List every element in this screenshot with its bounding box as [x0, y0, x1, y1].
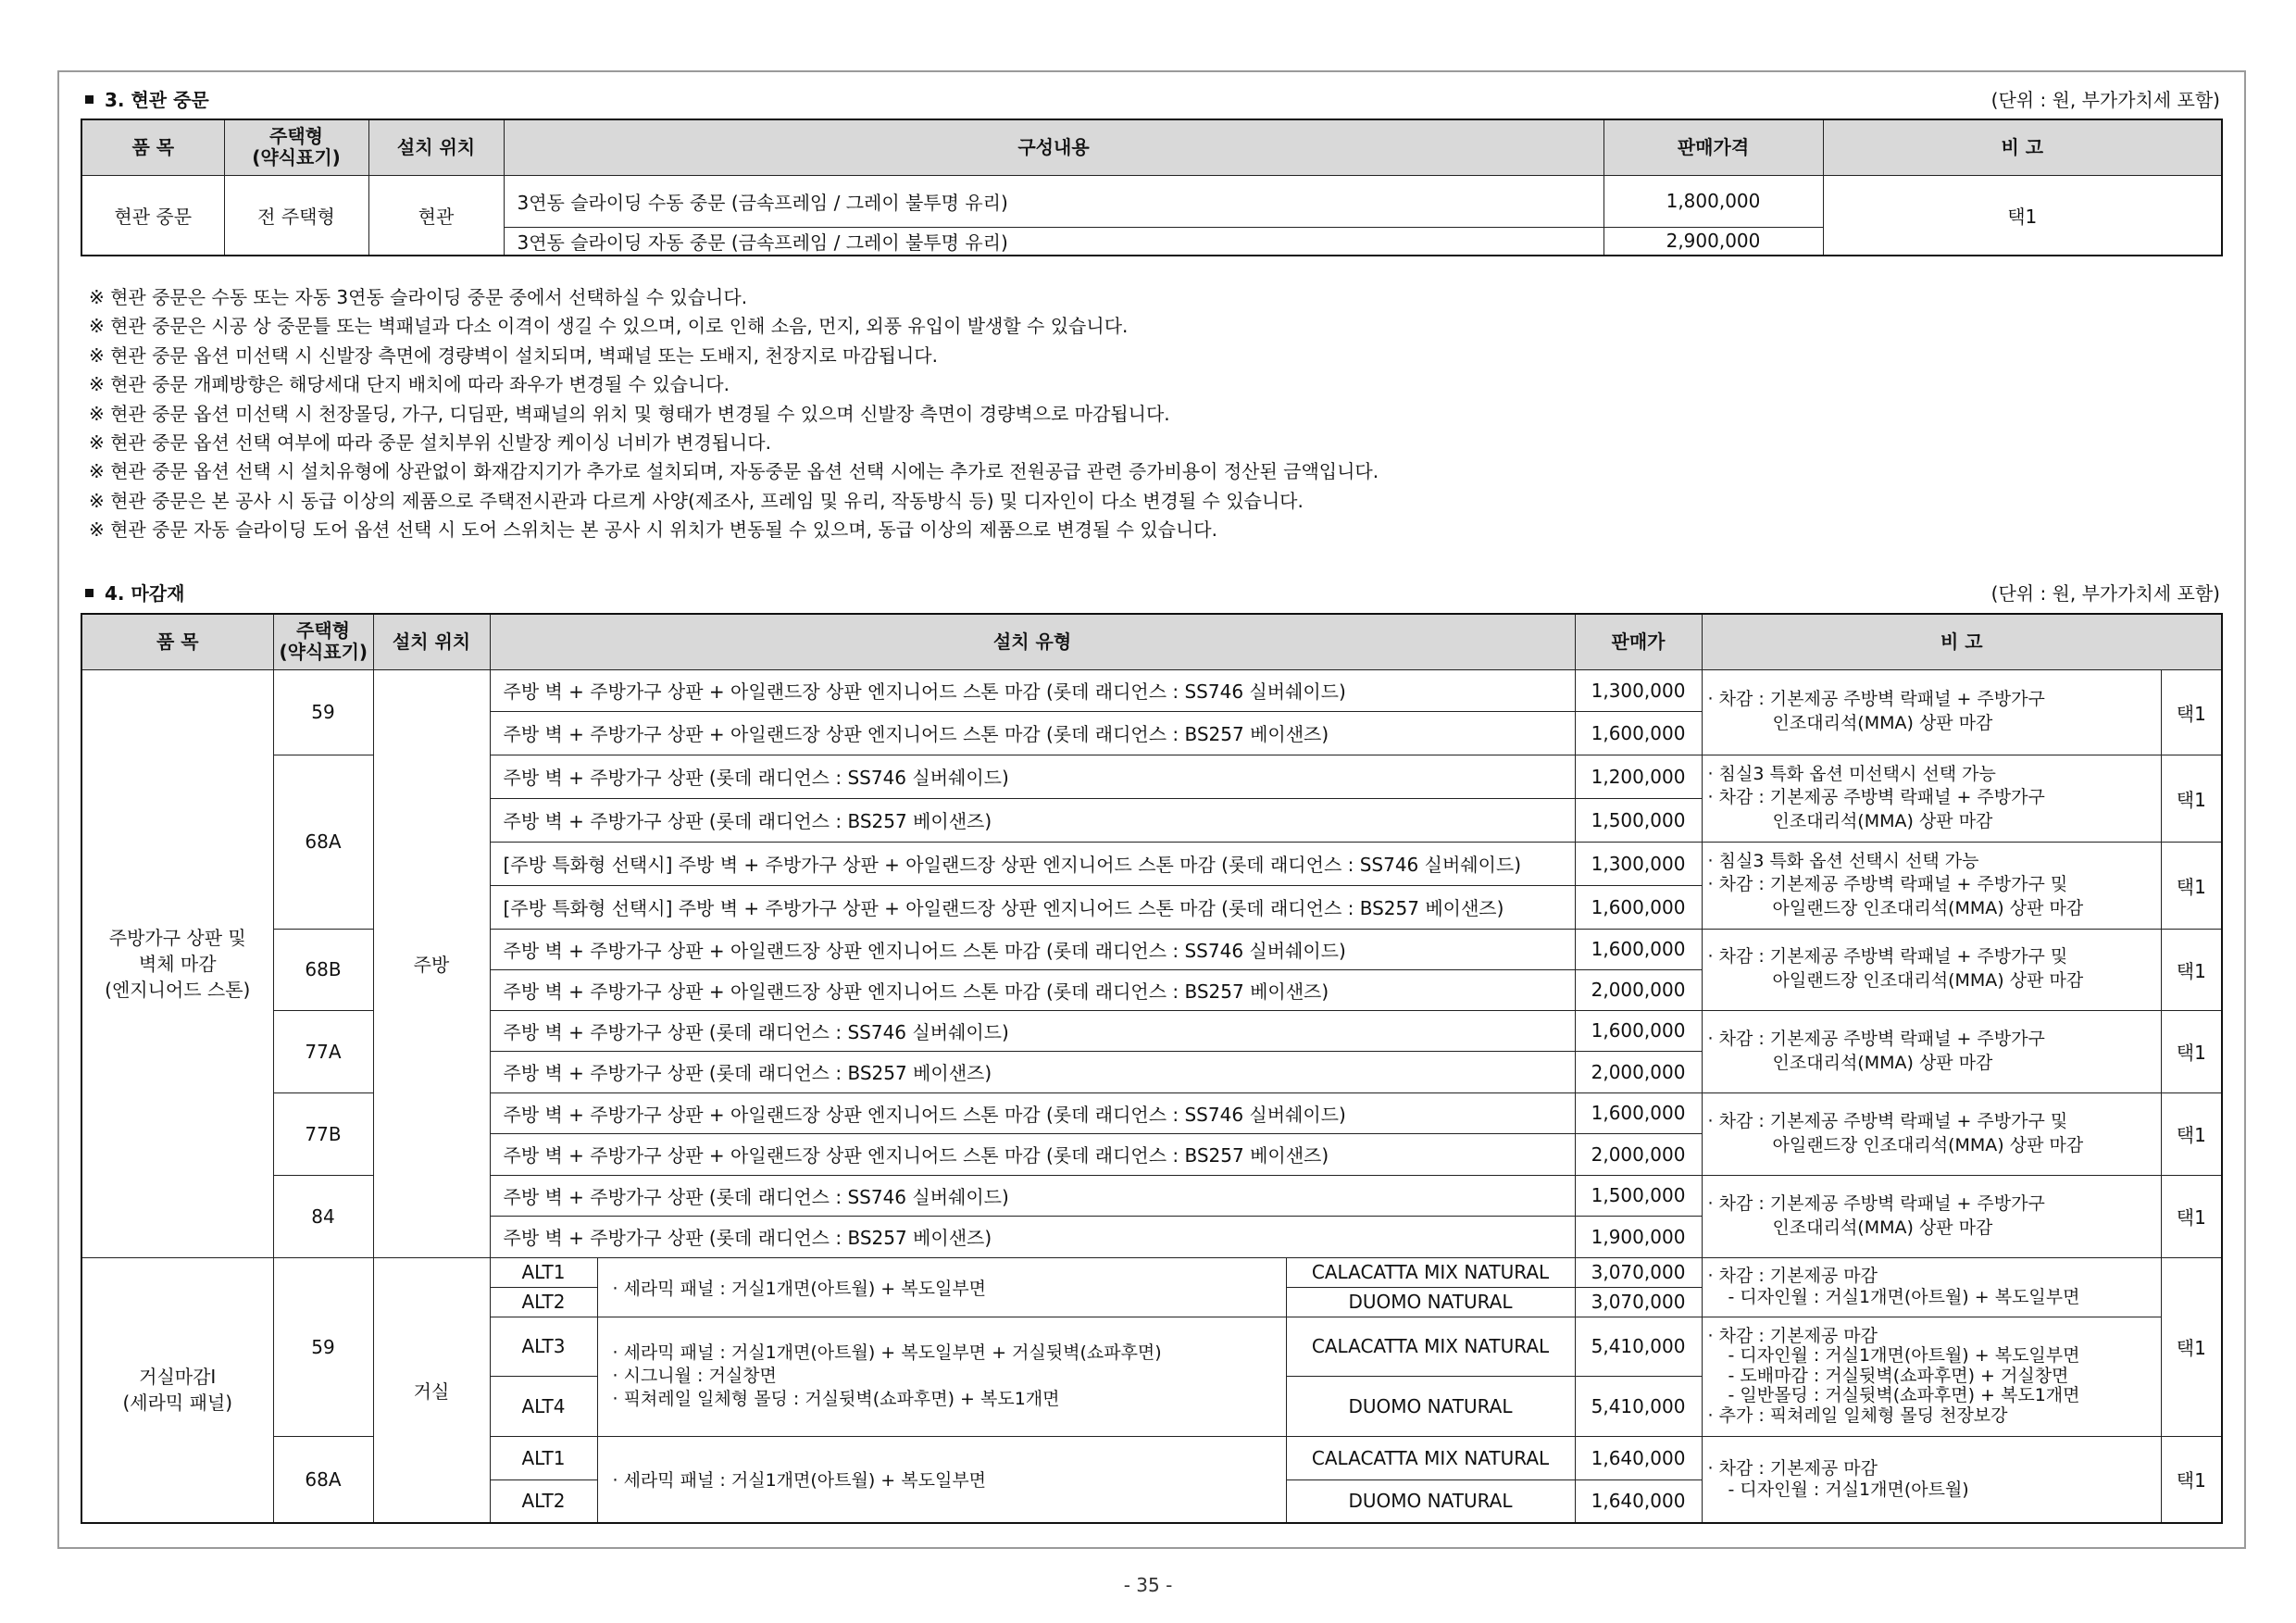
cell-price: 1,600,000	[1575, 929, 1702, 969]
cell-type: 77B	[273, 1092, 373, 1175]
cell-material: DUOMO NATURAL	[1286, 1287, 1575, 1317]
cell-type: 84	[273, 1175, 373, 1257]
cell-desc: · 세라믹 패널 : 거실1개면(아트월) + 복도일부면	[597, 1257, 1286, 1317]
cell-price: 1,600,000	[1575, 885, 1702, 929]
cell-content: 3연동 슬라이딩 자동 중문 (금속프레임 / 그레이 불투명 유리)	[504, 227, 1603, 256]
note-line: ※ 현관 중문은 본 공사 시 동급 이상의 제품으로 주택전시관과 다르게 사양(제조사, 프레임 및 유리, 작동방식 등) 및 디자인이 다소 변경될 수 있습니다.	[89, 489, 1304, 512]
cell-content: 3연동 슬라이딩 수동 중문 (금속프레임 / 그레이 불투명 유리)	[504, 175, 1603, 227]
cell-alt: ALT2	[490, 1479, 597, 1523]
cell-type: 68A	[273, 755, 373, 929]
cell-location: 현관	[368, 175, 504, 256]
cell-price: 1,600,000	[1575, 1010, 1702, 1051]
bullet-square-icon	[85, 589, 94, 597]
cell-price: 5,410,000	[1575, 1317, 1702, 1376]
section3-unit: (단위 : 원, 부가가치세 포함)	[1990, 89, 2220, 111]
cell-desc: 주방 벽 + 주방가구 상판 (롯데 래디언스 : BS257 베이샌즈)	[490, 1051, 1575, 1092]
cell-material: CALACATTA MIX NATURAL	[1286, 1257, 1575, 1287]
cell-alt: ALT1	[490, 1257, 597, 1287]
cell-desc: 주방 벽 + 주방가구 상판 + 아일랜드장 상판 엔지니어드 스톤 마감 (롯데 래디언스 : SS746 실버쉐이드)	[490, 669, 1575, 711]
cell-choice: 택1	[2161, 1010, 2222, 1092]
cell-price: 1,200,000	[1575, 755, 1702, 798]
note-line: ※ 현관 중문 개폐방향은 해당세대 단지 배치에 따라 좌우가 변경될 수 있습니다.	[89, 373, 730, 396]
cell-choice: 택1	[2161, 1257, 2222, 1436]
cell-desc: 주방 벽 + 주방가구 상판 (롯데 래디언스 : SS746 실버쉐이드)	[490, 755, 1575, 798]
header-install: 설치 유형	[490, 614, 1575, 669]
cell-choice: 택1	[2161, 929, 2222, 1010]
cell-choice: 택1	[2161, 755, 2222, 842]
cell-alt: ALT1	[490, 1436, 597, 1479]
cell-desc: [주방 특화형 선택시] 주방 벽 + 주방가구 상판 + 아일랜드장 상판 엔지니어드 스톤 마감 (롯데 래디언스 : BS257 베이샌즈)	[490, 885, 1575, 929]
cell-price: 1,300,000	[1575, 842, 1702, 885]
cell-price: 1,600,000	[1575, 1092, 1702, 1133]
cell-remark: · 차감 : 기본제공 주방벽 락패널 + 주방가구 및 아일랜드장 인조대리석(MMA) 상판 마감	[1702, 929, 2161, 1010]
cell-alt: ALT3	[490, 1317, 597, 1376]
cell-desc: 주방 벽 + 주방가구 상판 + 아일랜드장 상판 엔지니어드 스톤 마감 (롯데 래디언스 : BS257 베이샌즈)	[490, 969, 1575, 1010]
cell-type: 전 주택형	[224, 175, 368, 256]
cell-type: 59	[273, 669, 373, 755]
section4-unit: (단위 : 원, 부가가치세 포함)	[1990, 582, 2220, 605]
cell-desc: · 세라믹 패널 : 거실1개면(아트월) + 복도일부면	[597, 1436, 1286, 1523]
cell-desc: 주방 벽 + 주방가구 상판 + 아일랜드장 상판 엔지니어드 스톤 마감 (롯데 래디언스 : SS746 실버쉐이드)	[490, 1092, 1575, 1133]
note-line: ※ 현관 중문 옵션 미선택 시 천장몰딩, 가구, 디딤판, 벽패널의 위치 및 형태가 변경될 수 있으며 신발장 측면이 경량벽으로 마감됩니다.	[89, 402, 1170, 425]
note-line: ※ 현관 중문 자동 슬라이딩 도어 옵션 선택 시 도어 스위치는 본 공사 시 위치가 변동될 수 있으며, 동급 이상의 제품으로 변경될 수 있습니다.	[89, 518, 1217, 542]
cell-remark: · 차감 : 기본제공 마감 - 디자인월 : 거실1개면(아트월) + 복도일부면 - 도배마감 : 거실뒷벽(쇼파후면) + 거실창면 - 일반몰딩 : 거실뒷벽(쇼파후면) + 복도1개면 · 추가 : 픽쳐레일 일체형 몰딩 천장보강	[1702, 1317, 2161, 1436]
cell-item: 현관 중문	[81, 175, 224, 256]
cell-desc: 주방 벽 + 주방가구 상판 (롯데 래디언스 : SS746 실버쉐이드)	[490, 1175, 1575, 1216]
cell-type: 77A	[273, 1010, 373, 1092]
cell-price: 1,600,000	[1575, 711, 1702, 755]
cell-desc: 주방 벽 + 주방가구 상판 + 아일랜드장 상판 엔지니어드 스톤 마감 (롯데 래디언스 : BS257 베이샌즈)	[490, 1133, 1575, 1175]
cell-desc: 주방 벽 + 주방가구 상판 (롯데 래디언스 : SS746 실버쉐이드)	[490, 1010, 1575, 1051]
page-number: - 35 -	[1123, 1574, 1173, 1596]
cell-price: 2,000,000	[1575, 969, 1702, 1010]
cell-remark: · 차감 : 기본제공 주방벽 락패널 + 주방가구 및 아일랜드장 인조대리석(MMA) 상판 마감	[1702, 1092, 2161, 1175]
cell-desc: 주방 벽 + 주방가구 상판 (롯데 래디언스 : BS257 베이샌즈)	[490, 1216, 1575, 1257]
cell-choice: 택1	[2161, 1175, 2222, 1257]
cell-remark: 택1	[1823, 175, 2222, 256]
cell-price: 1,500,000	[1575, 1175, 1702, 1216]
cell-desc: 주방 벽 + 주방가구 상판 (롯데 래디언스 : BS257 베이샌즈)	[490, 798, 1575, 842]
cell-remark: · 차감 : 기본제공 주방벽 락패널 + 주방가구 인조대리석(MMA) 상판 마감	[1702, 1010, 2161, 1092]
cell-type: 68B	[273, 929, 373, 1010]
cell-choice: 택1	[2161, 842, 2222, 929]
cell-type: 59	[273, 1257, 373, 1436]
cell-alt: ALT4	[490, 1376, 597, 1436]
cell-remark: · 침실3 특화 옵션 미선택시 선택 가능 · 차감 : 기본제공 주방벽 락패널 + 주방가구 인조대리석(MMA) 상판 마감	[1702, 755, 2161, 842]
cell-material: DUOMO NATURAL	[1286, 1376, 1575, 1436]
cell-material: DUOMO NATURAL	[1286, 1479, 1575, 1523]
note-line: ※ 현관 중문은 시공 상 중문틀 또는 벽패널과 다소 이격이 생길 수 있으며, 이로 인해 소음, 먼지, 외풍 유입이 발생할 수 있습니다.	[89, 315, 1129, 338]
cell-desc: 주방 벽 + 주방가구 상판 + 아일랜드장 상판 엔지니어드 스톤 마감 (롯데 래디언스 : BS257 베이샌즈)	[490, 711, 1575, 755]
note-line: ※ 현관 중문 옵션 선택 여부에 따라 중문 설치부위 신발장 케이싱 너비가 변경됩니다.	[89, 431, 771, 455]
bullet-square-icon	[85, 95, 94, 104]
cell-remark: · 차감 : 기본제공 마감 - 디자인월 : 거실1개면(아트월)	[1702, 1436, 2161, 1523]
cell-price: 3,070,000	[1575, 1287, 1702, 1317]
cell-choice: 택1	[2161, 1436, 2222, 1523]
cell-material: CALACATTA MIX NATURAL	[1286, 1317, 1575, 1376]
cell-item-living: 거실마감Ⅰ (세라믹 패널)	[81, 1257, 273, 1523]
header-location: 설치 위치	[368, 119, 504, 175]
header-location: 설치 위치	[373, 614, 490, 669]
cell-location: 거실	[373, 1257, 490, 1523]
section3-notes	[89, 283, 1379, 545]
cell-price: 1,640,000	[1575, 1479, 1702, 1523]
cell-desc: · 세라믹 패널 : 거실1개면(아트월) + 복도일부면 + 거실뒷벽(쇼파후면) · 시그니월 : 거실창면 · 픽쳐레일 일체형 몰딩 : 거실뒷벽(쇼파후면) + 복도1개면	[597, 1317, 1286, 1436]
cell-material: CALACATTA MIX NATURAL	[1286, 1436, 1575, 1479]
cell-remark: · 차감 : 기본제공 주방벽 락패널 + 주방가구 인조대리석(MMA) 상판 마감	[1702, 669, 2161, 755]
cell-price: 5,410,000	[1575, 1376, 1702, 1436]
cell-choice: 택1	[2161, 669, 2222, 755]
cell-price: 2,000,000	[1575, 1051, 1702, 1092]
cell-price: 2,900,000	[1603, 227, 1823, 256]
cell-item-kitchen: 주방가구 상판 및 벽체 마감 (엔지니어드 스톤)	[81, 669, 273, 1257]
cell-remark: · 차감 : 기본제공 마감 - 디자인월 : 거실1개면(아트월) + 복도일부면	[1702, 1257, 2161, 1317]
header-type: 주택형 (약식표기)	[224, 119, 368, 175]
note-line: ※ 현관 중문 옵션 미선택 시 신발장 측면에 경량벽이 설치되며, 벽패널 또는 도배지, 천장지로 마감됩니다.	[89, 343, 938, 367]
section3-table	[81, 119, 2223, 256]
header-type: 주택형 (약식표기)	[273, 614, 373, 669]
cell-price: 3,070,000	[1575, 1257, 1702, 1287]
header-content: 구성내용	[504, 119, 1603, 175]
note-line: ※ 현관 중문 옵션 선택 시 설치유형에 상관없이 화재감지기가 추가로 설치되며, 자동중문 옵션 선택 시에는 추가로 전원공급 관련 증가비용이 정산된 금액입니다.	[89, 460, 1379, 483]
cell-desc: 주방 벽 + 주방가구 상판 + 아일랜드장 상판 엔지니어드 스톤 마감 (롯데 래디언스 : SS746 실버쉐이드)	[490, 929, 1575, 969]
header-remark: 비 고	[1823, 119, 2222, 175]
cell-type: 68A	[273, 1436, 373, 1523]
cell-price: 1,640,000	[1575, 1436, 1702, 1479]
header-remark: 비 고	[1702, 614, 2222, 669]
header-item: 품 목	[81, 614, 273, 669]
cell-remark: · 침실3 특화 옵션 선택시 선택 가능 · 차감 : 기본제공 주방벽 락패널 + 주방가구 및 아일랜드장 인조대리석(MMA) 상판 마감	[1702, 842, 2161, 929]
cell-price: 1,500,000	[1575, 798, 1702, 842]
cell-location: 주방	[373, 669, 490, 1257]
header-price: 판매가	[1575, 614, 1702, 669]
header-price: 판매가격	[1603, 119, 1823, 175]
cell-price: 2,000,000	[1575, 1133, 1702, 1175]
cell-remark: · 차감 : 기본제공 주방벽 락패널 + 주방가구 인조대리석(MMA) 상판 마감	[1702, 1175, 2161, 1257]
section3-title: 3. 현관 중문	[85, 85, 209, 112]
cell-desc: [주방 특화형 선택시] 주방 벽 + 주방가구 상판 + 아일랜드장 상판 엔지니어드 스톤 마감 (롯데 래디언스 : SS746 실버쉐이드)	[490, 842, 1575, 885]
section4-table	[81, 613, 2223, 1524]
cell-price: 1,800,000	[1603, 175, 1823, 227]
cell-choice: 택1	[2161, 1092, 2222, 1175]
section4-title: 4. 마감재	[85, 579, 184, 606]
cell-price: 1,300,000	[1575, 669, 1702, 711]
cell-alt: ALT2	[490, 1287, 597, 1317]
note-line: ※ 현관 중문은 수동 또는 자동 3연동 슬라이딩 중문 중에서 선택하실 수 있습니다.	[89, 286, 748, 308]
cell-price: 1,900,000	[1575, 1216, 1702, 1257]
header-item: 품 목	[81, 119, 224, 175]
